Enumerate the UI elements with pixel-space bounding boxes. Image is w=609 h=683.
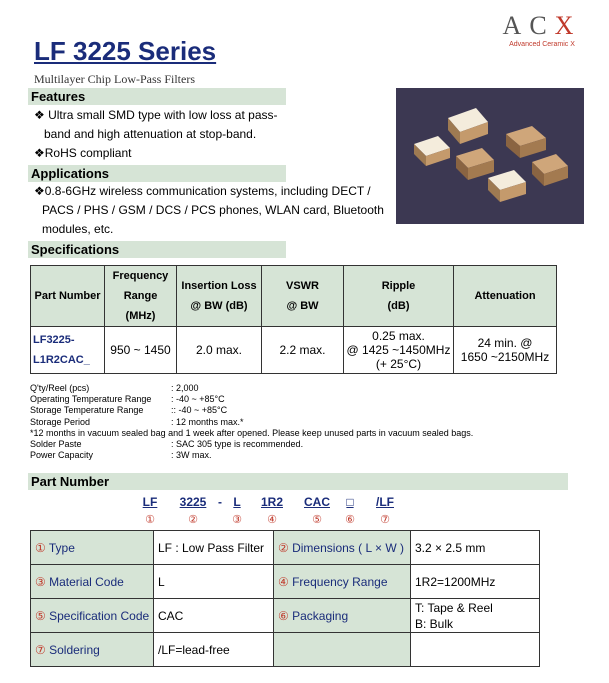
code-cac: CAC [304, 495, 330, 509]
acx-logo [497, 12, 587, 48]
logo-mark-x: X [554, 11, 582, 40]
key-packaging: ⑥ Packaging [274, 599, 411, 633]
application-line: ❖0.8-6GHz wireless communication systems, including DECT / [34, 184, 371, 198]
code-3225: 3225 [179, 495, 207, 509]
note-footnote: *12 months in vacuum sealed bag and 1 week after opened. Please keep unused parts in vacuum sealed bags. [30, 427, 474, 438]
table-row [31, 633, 540, 667]
note-line: Operating Temperature Range : -40 ~ +85°C [30, 394, 225, 405]
table-row [31, 327, 557, 374]
cell-ripple: 0.25 max. @ 1425 ~1450MHz (+ 25°C) [344, 327, 454, 374]
logo-tagline: Advanced Ceramic X [509, 41, 575, 48]
value-type: LF : Low Pass Filter [154, 531, 274, 565]
product-photo [396, 88, 584, 224]
feature-line: ❖ Ultra small SMD type with low loss at pass- [34, 108, 278, 122]
cell-insertion-loss: 2.0 max. [177, 327, 262, 374]
value-packaging [411, 599, 540, 633]
applications-text [34, 182, 384, 239]
note-line: Storage Period : 12 months max.* [30, 416, 244, 427]
table-row [31, 599, 540, 633]
packaging-option: B: Bulk [415, 616, 454, 631]
code-packaging-box: □ [346, 495, 354, 509]
col-attenuation: Attenuation [454, 266, 557, 327]
key-empty [274, 633, 411, 667]
cell-frequency: 950 ~ 1450 [105, 327, 177, 374]
logo-mark-main: AC [502, 11, 555, 40]
value-empty [411, 633, 540, 667]
applications-heading: Applications [28, 165, 286, 182]
application-line: PACS / PHS / GSM / DCS / PCS phones, WLAN card, Bluetooth [42, 203, 384, 217]
marker-2: ② [188, 514, 198, 526]
part-number-heading: Part Number [28, 473, 568, 490]
features-heading: Features [28, 88, 286, 105]
value-soldering: /LF=lead-free [154, 633, 274, 667]
key-material-code: ③ Material Code [31, 565, 154, 599]
value-material-code: L [154, 565, 274, 599]
value-dimensions: 3.2 × 2.5 mm [411, 531, 540, 565]
table-row [31, 565, 540, 599]
marker-5: ⑤ [312, 514, 322, 526]
marker-7: ⑦ [380, 514, 390, 526]
specifications-table [30, 265, 557, 374]
notes-block [30, 383, 473, 461]
table-row [31, 531, 540, 565]
feature-line: band and high attenuation at stop-band. [44, 127, 257, 141]
note-line: Storage Temperature Range :: -40 ~ +85°C [30, 405, 228, 416]
marker-4: ④ [267, 514, 277, 526]
page-title: LF 3225 Series [34, 36, 217, 66]
marker-1: ① [145, 514, 155, 526]
cell-attenuation: 24 min. @ 1650 ~2150MHz [454, 327, 557, 374]
value-frequency-range: 1R2=1200MHz [411, 565, 540, 599]
note-line: Q'ty/Reel (pcs) : 2,000 [30, 383, 199, 393]
cell-part-number: LF3225- L1R2CAC_ [31, 327, 105, 374]
part-number-table [30, 530, 540, 667]
code-dash: - [218, 495, 222, 509]
note-line: Power Capacity : 3W max. [30, 450, 212, 461]
key-specification-code: ⑤ Specification Code [31, 599, 154, 633]
code-l: L [233, 495, 241, 509]
col-frequency-range: Frequency Range (MHz) [105, 266, 177, 327]
code-lf: LF [142, 495, 158, 509]
key-soldering: ⑦ Soldering [31, 633, 154, 667]
key-type: ① Type [31, 531, 154, 565]
col-part-number: Part Number [31, 266, 105, 327]
col-insertion-loss: Insertion Loss @ BW (dB) [177, 266, 262, 327]
page-subtitle: Multilayer Chip Low-Pass Filters [34, 72, 195, 86]
packaging-option: T: Tape & Reel [415, 600, 493, 615]
key-frequency-range: ④ Frequency Range [274, 565, 411, 599]
application-line: modules, etc. [42, 222, 114, 236]
col-vswr: VSWR @ BW [262, 266, 344, 327]
code-1r2: 1R2 [260, 495, 283, 509]
spec-header-row [31, 266, 557, 327]
specifications-heading: Specifications [28, 241, 286, 258]
marker-6: ⑥ [345, 514, 355, 526]
feature-line: ❖RoHS compliant [34, 146, 132, 160]
value-specification-code: CAC [154, 599, 274, 633]
cell-vswr: 2.2 max. [262, 327, 344, 374]
note-line: Solder Paste : SAC 305 type is recommended. [30, 439, 304, 450]
features-list [34, 106, 278, 163]
marker-3: ③ [232, 514, 242, 526]
key-dimensions: ② Dimensions ( L × W ) [274, 531, 411, 565]
code-lf-suffix: /LF [376, 495, 394, 509]
col-ripple: Ripple (dB) [344, 266, 454, 327]
